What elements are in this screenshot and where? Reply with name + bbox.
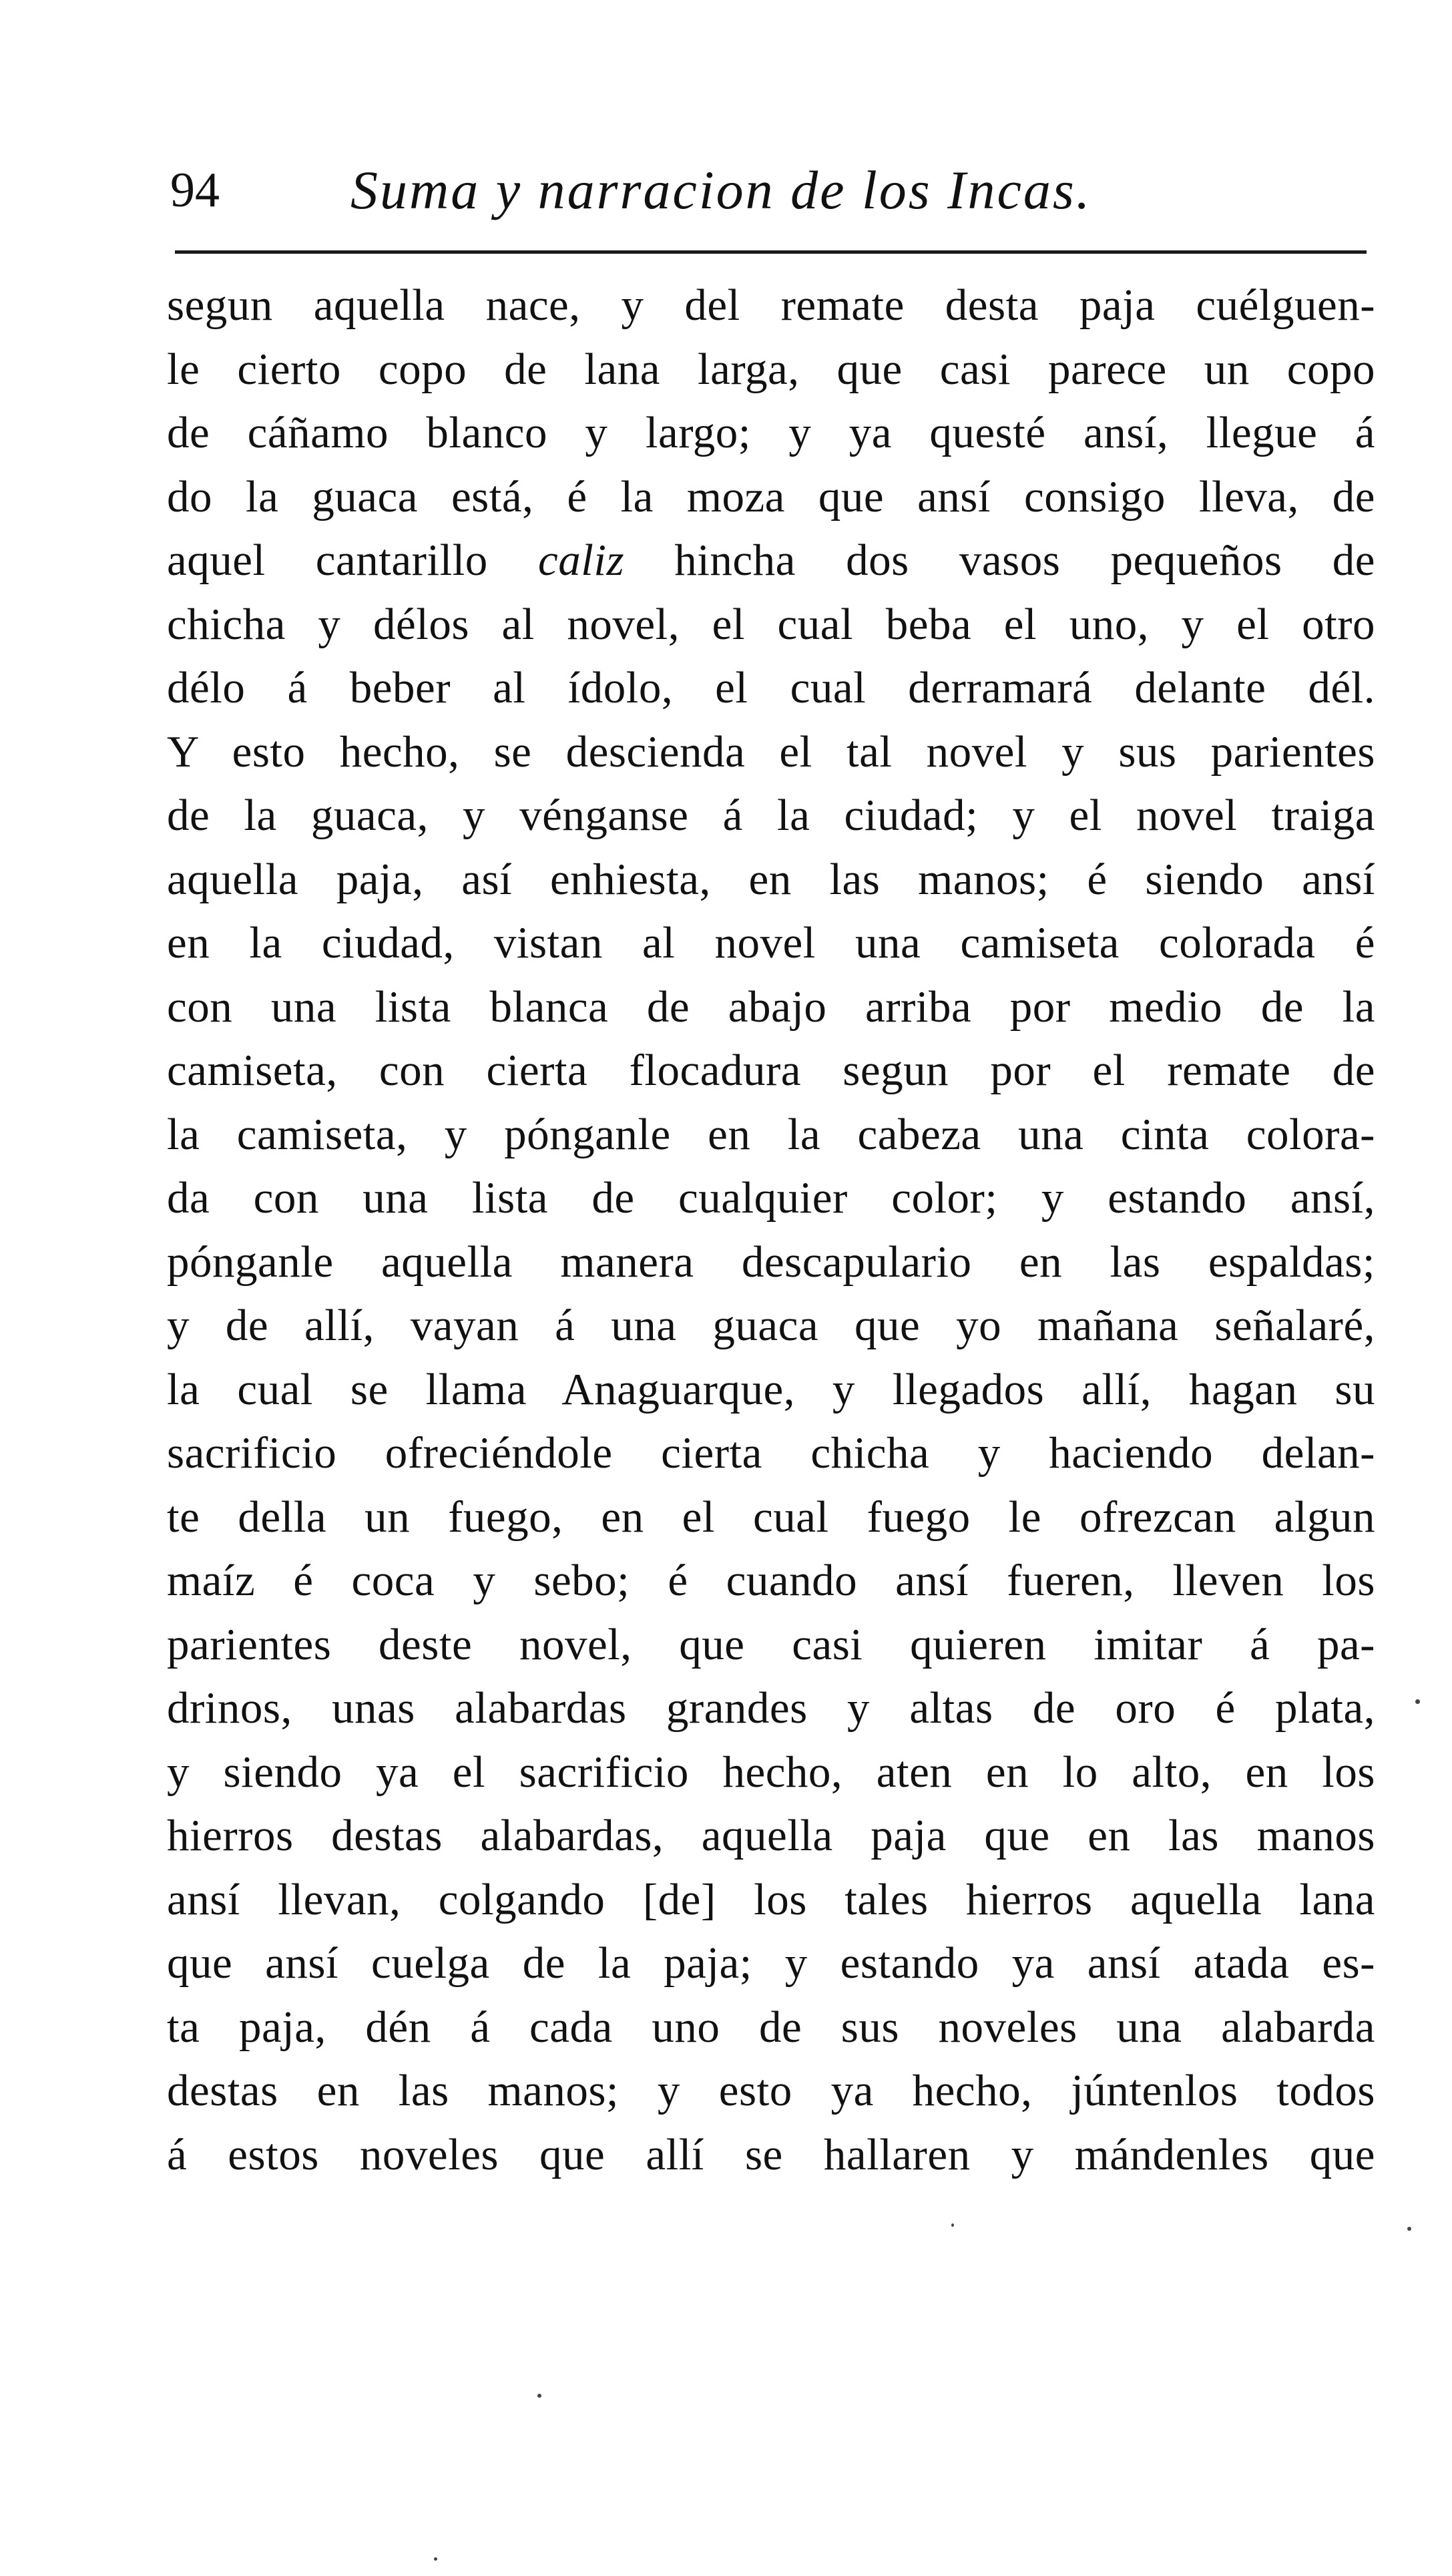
text-line-2: le cierto copo de lana larga, que casi parece un copo [167,344,1375,394]
text-line-9: de la guaca, y vénganse á la ciudad; y el novel traiga [167,791,1375,840]
text-line-3: de cáñamo blanco y largo; y ya questé ansí, llegue á [167,408,1375,457]
paper-speck [951,2223,954,2227]
running-title: Suma y narracion de los Incas. [350,160,1092,220]
text-line-19: sacrificio ofreciéndole cierta chicha y haciendo delan- [167,1428,1375,1478]
text-line-24: y siendo ya el sacrificio hecho, aten en lo alto, en los [167,1747,1375,1797]
text-line-21: maíz é coca y sebo; é cuando ansí fueren, lleven los [167,1556,1375,1605]
text-line-28: ta paja, dén á cada uno de sus noveles una alabarda [167,2002,1375,2052]
text-line-5 [167,529,1375,593]
text-line-1: segun aquella nace, y del remate desta paja cuélguen- [167,280,1375,330]
text-line-17: y de allí, vayan á una guaca que yo mañana señalaré, [167,1301,1375,1350]
text-line-14: la camiseta, y pónganle en la cabeza una cinta colora- [167,1109,1375,1159]
text-line-18: la cual se llama Anaguarque, y llegados allí, hagan su [167,1364,1375,1414]
text-line-16: pónganle aquella manera descapulario en las espaldas; [167,1237,1375,1287]
text-line-5-end: hincha dos vasos pequeños de [674,535,1375,585]
page-header [170,150,1369,230]
text-line-27: que ansí cuelga de la paja; y estando ya ansí atada es- [167,1938,1375,1988]
text-line-4: do la guaca está, é la moza que ansí consigo lleva, de [167,471,1375,521]
text-line-7: délo á beber al ídolo, el cual derramará delante dél. [167,663,1375,712]
paper-speck [1407,2227,1411,2231]
body-text [167,274,1375,2187]
italic-word-caliz: caliz [538,535,625,585]
text-line-12: con una lista blanca de abajo arriba por medio de la [167,982,1375,1032]
text-line-22: parientes deste novel, que casi quieren imitar á pa- [167,1619,1375,1669]
text-line-29: destas en las manos; y esto ya hecho, júntenlos todos [167,2066,1375,2115]
paper-speck [434,2557,437,2561]
text-line-10: aquella paja, así enhiesta, en las manos; é siendo ansí [167,854,1375,904]
page-number: 94 [170,163,220,218]
paper-speck [537,2394,541,2398]
text-line-23: drinos, unas alabardas grandes y altas de oro é plata, [167,1683,1375,1733]
text-line-6: chicha y délos al novel, el cual beba el uno, y el otro [167,599,1375,649]
text-line-11: en la ciudad, vistan al novel una camiseta colorada é [167,918,1375,968]
text-line-25: hierros destas alabardas, aquella paja que en las manos [167,1811,1375,1860]
text-line-30: á estos noveles que allí se hallaren y mándenles que [167,2129,1375,2179]
paper-speck [1415,1699,1420,1704]
header-rule [175,250,1367,254]
text-line-26: ansí llevan, colgando [de] los tales hierros aquella lana [167,1874,1375,1924]
text-line-15: da con una lista de cualquier color; y estando ansí, [167,1173,1375,1223]
text-line-8: Y esto hecho, se descienda el tal novel y sus parientes [167,726,1375,777]
text-line-5-start: aquel cantarillo [167,535,488,585]
text-line-13: camiseta, con cierta flocadura segun por el remate de [167,1046,1375,1095]
text-line-20: te della un fuego, en el cual fuego le ofrezcan algun [167,1492,1375,1542]
